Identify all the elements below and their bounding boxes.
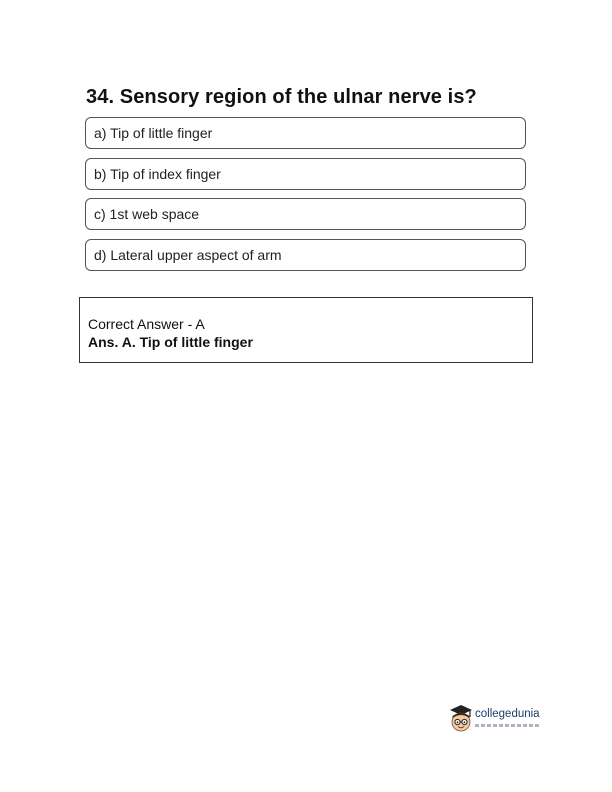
logo-tagline	[475, 724, 541, 727]
option-c[interactable]: c) 1st web space	[85, 198, 526, 230]
graduate-mascot-icon	[448, 703, 474, 735]
logo-wordmark: collegedunia	[475, 708, 540, 720]
option-b[interactable]: b) Tip of index finger	[85, 158, 526, 190]
answer-box	[79, 297, 533, 363]
question-title: 34. Sensory region of the ulnar nerve is?	[86, 86, 477, 108]
option-a[interactable]: a) Tip of little finger	[85, 117, 526, 149]
options-list	[85, 117, 526, 279]
option-d[interactable]: d) Lateral upper aspect of arm	[85, 239, 526, 271]
correct-answer-text: Correct Answer - A	[88, 316, 205, 332]
collegedunia-logo	[448, 703, 558, 737]
answer-explanation: Ans. A. Tip of little finger	[88, 334, 253, 350]
